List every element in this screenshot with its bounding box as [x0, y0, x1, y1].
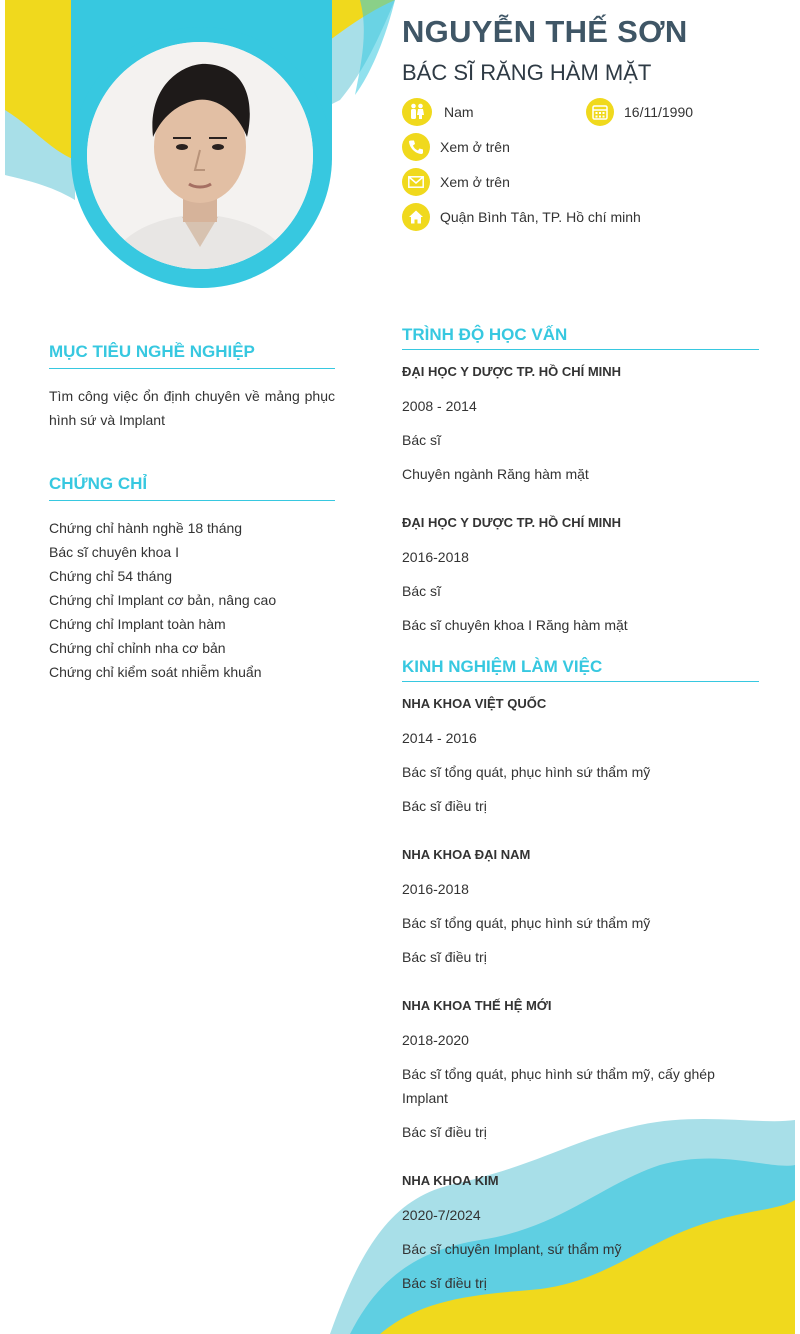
birthdate-value: 16/11/1990 [624, 104, 694, 120]
job-title: BÁC SĨ RĂNG HÀM MẶT [402, 60, 652, 85]
cert-item: Chứng chỉ Implant cơ bản, nâng cao [49, 592, 277, 608]
cert-item: Chứng chỉ chỉnh nha cơ bản [49, 640, 226, 656]
certs-divider [49, 500, 335, 501]
experience-period: 2014 - 2016 [402, 730, 477, 746]
home-icon [402, 203, 430, 231]
email-row [402, 168, 510, 196]
experience-period: 2018-2020 [402, 1032, 469, 1048]
experience-position: Bác sĩ tổng quát, phục hình sứ thẩm mỹ, cấy ghép Implant [402, 1066, 715, 1106]
address-value: Quận Bình Tân, TP. Hồ chí minh [440, 209, 641, 225]
experience-position: Bác sĩ tổng quát, phục hình sứ thẩm mỹ [402, 764, 651, 780]
experience-divider [402, 681, 759, 682]
education-major: Bác sĩ chuyên khoa I Răng hàm mặt [402, 617, 628, 633]
cert-item: Bác sĩ chuyên khoa I [49, 544, 179, 560]
education-period: 2008 - 2014 [402, 398, 477, 414]
email-value: Xem ở trên [440, 174, 510, 190]
experience-role: Bác sĩ điều trị [402, 949, 487, 965]
objective-divider [49, 368, 335, 369]
education-degree: Bác sĩ [402, 432, 441, 448]
experience-company: NHA KHOA ĐẠI NAM [402, 847, 531, 862]
experience-role: Bác sĩ điều trị [402, 1124, 487, 1140]
calendar-icon [586, 98, 614, 126]
experience-company: NHA KHOA KIM [402, 1173, 499, 1188]
education-school: ĐẠI HỌC Y DƯỢC TP. HỒ CHÍ MINH [402, 364, 622, 379]
address-row [402, 203, 641, 231]
experience-role: Bác sĩ điều trị [402, 1275, 487, 1291]
gender-value: Nam [444, 104, 474, 120]
experience-period: 2020-7/2024 [402, 1207, 481, 1223]
cert-item: Chứng chỉ Implant toàn hàm [49, 616, 226, 632]
experience-role: Bác sĩ điều trị [402, 798, 487, 814]
education-divider [402, 349, 759, 350]
experience-heading: KINH NGHIỆM LÀM VIỆC [402, 657, 603, 676]
cert-item: Chứng chỉ kiểm soát nhiễm khuẩn [49, 664, 262, 680]
birthdate-row [586, 98, 693, 126]
phone-value: Xem ở trên [440, 139, 510, 155]
cert-item: Chứng chỉ hành nghề 18 tháng [49, 520, 243, 536]
experience-period: 2016-2018 [402, 881, 469, 897]
phone-icon [402, 133, 430, 161]
objective-text: Tìm công việc ổn định chuyên về mảng phục hình sứ và Implant [49, 388, 335, 428]
objective-heading: MỤC TIÊU NGHỀ NGHIỆP [49, 342, 255, 361]
education-school: ĐẠI HỌC Y DƯỢC TP. HỒ CHÍ MINH [402, 515, 622, 530]
gender-icon [402, 98, 432, 126]
mail-icon [402, 168, 430, 196]
education-period: 2016-2018 [402, 549, 469, 565]
education-heading: TRÌNH ĐỘ HỌC VẤN [402, 325, 568, 344]
education-major: Chuyên ngành Răng hàm mặt [402, 466, 589, 482]
phone-row [402, 133, 510, 161]
cert-item: Chứng chỉ 54 tháng [49, 568, 173, 584]
certs-heading: CHỨNG CHỈ [49, 474, 148, 493]
experience-position: Bác sĩ chuyên Implant, sứ thẩm mỹ [402, 1241, 622, 1257]
experience-company: NHA KHOA VIỆT QUỐC [402, 696, 547, 711]
experience-company: NHA KHOA THẾ HỆ MỚI [402, 998, 552, 1013]
avatar [87, 42, 313, 269]
person-name: NGUYỄN THẾ SƠN [402, 14, 688, 49]
experience-position: Bác sĩ tổng quát, phục hình sứ thẩm mỹ [402, 915, 651, 931]
education-degree: Bác sĩ [402, 583, 441, 599]
gender-row [402, 98, 474, 126]
